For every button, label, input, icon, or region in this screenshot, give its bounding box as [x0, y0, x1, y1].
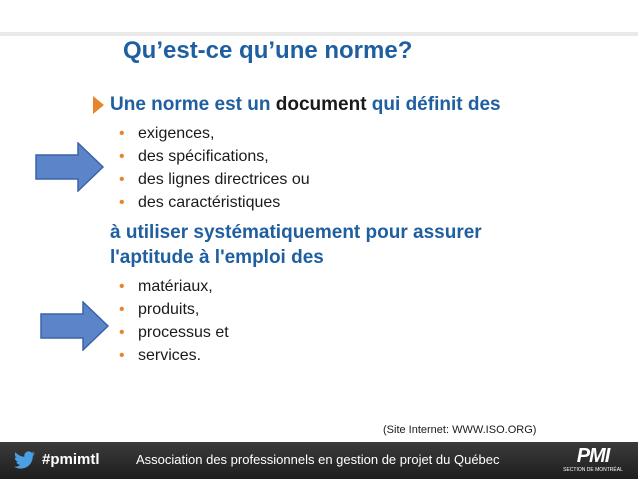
list-item: • exigences,	[119, 122, 310, 145]
intro-line	[110, 94, 501, 116]
bullet-dot-icon: •	[119, 301, 125, 318]
top-divider	[0, 32, 638, 36]
intro-before: Une norme est un	[110, 94, 276, 115]
purpose-text	[110, 220, 482, 270]
source-note: (Site Internet: WWW.ISO.ORG)	[383, 424, 537, 436]
bullet-dot-icon: •	[119, 347, 125, 364]
applications-list	[119, 275, 229, 367]
list-item: • processus et	[119, 321, 229, 344]
slide-title: Qu’est-ce qu’une norme?	[123, 37, 413, 64]
pmi-logo-subtitle: SECTION DE MONTRÉAL	[563, 467, 623, 473]
bullet-dot-icon: •	[119, 194, 125, 211]
intro-highlight: document	[275, 94, 367, 115]
bullet-dot-icon: •	[119, 125, 125, 142]
purpose-line-1: à utiliser systématiquement pour assurer	[110, 222, 482, 243]
pmi-logo-text: PMI	[576, 445, 610, 467]
purpose-line-2: l'aptitude à l'emploi des	[110, 247, 324, 268]
pmi-logo	[558, 445, 628, 474]
triangle-bullet-icon	[93, 96, 104, 114]
twitter-bird-icon	[14, 451, 36, 469]
bullet-dot-icon: •	[119, 324, 125, 341]
list-item: • des caractéristiques	[119, 191, 310, 214]
bullet-dot-icon: •	[119, 278, 125, 295]
list-item: • produits,	[119, 298, 229, 321]
twitter-handle: #pmimtl	[42, 451, 100, 468]
right-arrow-icon	[35, 142, 105, 192]
footer-organization: Association des professionnels en gestion de projet du Québec	[136, 452, 500, 467]
list-item: • services.	[119, 344, 229, 367]
intro-after: qui définit des	[366, 94, 501, 115]
list-item: • matériaux,	[119, 275, 229, 298]
list-item: • des spécifications,	[119, 145, 310, 168]
requirements-list	[119, 122, 310, 214]
list-item: • des lignes directrices ou	[119, 168, 310, 191]
bullet-dot-icon: •	[119, 171, 125, 188]
bullet-dot-icon: •	[119, 148, 125, 165]
right-arrow-icon	[40, 301, 110, 351]
footer-bar	[0, 442, 638, 479]
